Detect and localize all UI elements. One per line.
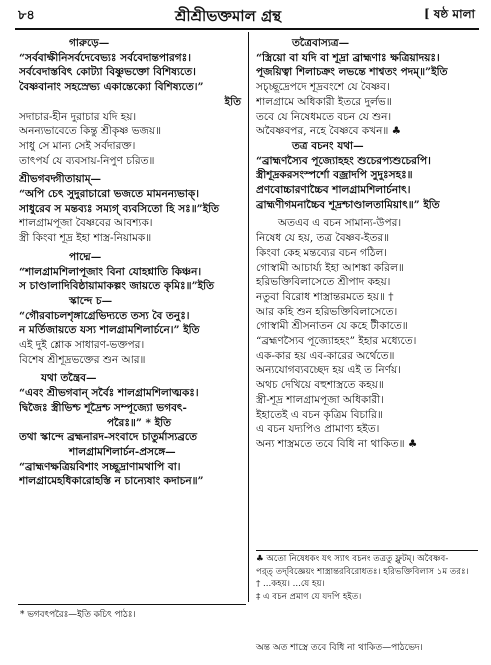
text-line: পূজয়িত্বা শিলাচক্রং লভন্তে শাশ্বতং পদম্॥”ইতি: [256, 66, 448, 79]
text-line: সর্ববেদাস্তবিৎ কোট্যা বিষ্ণুভক্তো বিশিষ্যতে।: [19, 66, 196, 79]
right-column: [256, 36, 478, 452]
text-line: বৈষ্ণবানাং সহস্রেভ্য একান্তেক্যো বিশিষ্যতে।”: [19, 81, 204, 94]
text-line: বিশেষ শ্রীশূদ্রভক্তের শুন আর॥: [19, 353, 146, 366]
text-line: ব্রাহ্মণীগমনাচ্চৈব শূদ্রশ্চাণ্ডালতামিয়াৎ॥” ইতি: [256, 198, 440, 211]
text-line: শ্রীভগবদ্গীতায়াম্—: [19, 173, 102, 186]
text-line: শালগ্রামেহধিকারোহস্তি ন চান্যেষাং কদাচন॥”: [19, 475, 204, 488]
text-line: ইতি: [224, 95, 241, 108]
text-line: “ব্রাহ্মণস্যৈব পূজ্যোহহং শুচেরপ্যশুচেরপি।: [256, 154, 431, 167]
footnote-rule-right: [256, 550, 478, 551]
text-line: স্কান্দে চ—: [69, 294, 113, 307]
text-line: স্ত্রী-শূদ্র শালগ্রামপূজা অধিকারী।: [256, 393, 384, 406]
text-line: পাদ্মে—: [69, 250, 102, 263]
text-line: যথা তন্ত্রৈব—: [41, 372, 97, 385]
header-rule: [15, 28, 479, 30]
text-line: “অপি চেৎ সুদুরাচারো ভজতে মামনন্যভাক্।: [19, 188, 200, 201]
text-line: প্রণবোচ্চারণাচ্চৈব শালগ্রামশিলার্চনাৎ।: [256, 184, 411, 197]
text-line: ন মর্তিজায়তে যস্য শালগ্রামশিলার্চনে।” ইতি: [19, 324, 200, 337]
text-line: অনন্যভাবেতে কিন্তু শ্রীকৃষ্ণ ভজয়॥: [19, 125, 162, 138]
column-divider: [248, 32, 249, 602]
footnote-line: পর্‌ত্ তদ্‌বিজ্ঞেয়ং শাস্ত্রান্তরবিরোধতঃ। হরিভক্তিবিলাস ১ম তরঃ।: [256, 566, 469, 577]
left-column: [19, 36, 245, 489]
text-line: স্ত্রীশূদ্রকরসংস্পর্শো বজ্রাদপি সুদুঃসহঃ॥: [256, 169, 413, 182]
text-line: দ্বিজৈঃ স্ত্রীভিশ্চ শূদ্রৈশ্চ সম্পূজ্যো ভগবৎ-: [19, 401, 187, 414]
page-number: ৮৪: [18, 8, 35, 23]
text-line: সচ্চ্ছূদ্রেপদে শূদ্রবংশে যে বৈষ্ণব।: [256, 81, 390, 94]
footnote-line: ‡ এ বচন প্রমাণ যে যদপি হইত।: [256, 591, 362, 602]
text-line: ইহাতেই এ বচন কৃত্রিম বিচারি॥: [256, 408, 383, 421]
text-line: অতএব এ বচন সামান্য-উপর।: [278, 217, 402, 230]
text-line: তত্রৈবাস্যত্র—: [292, 37, 350, 49]
text-line: স চাণ্ডালাদিবিষ্ঠায়ামাকল্পং জায়তে কৃমিঃ॥”ইতি: [19, 280, 214, 293]
text-line: তথা স্কান্দে ব্রহ্মনারদ-সংবাদে চাতুর্মাস্যব্রতে: [19, 431, 197, 444]
text-line: সদাচার-হীন দুরাচার যদি হয়।: [19, 110, 137, 123]
text-line: তাৎপর্য যে ব্যবসায়-নিপুণ চরিত॥: [19, 154, 155, 167]
footnote-left: * ভগবৎপরৈঃ—ইতি কচিৎ পাঠঃ।: [20, 610, 136, 620]
text-line: এই দুই শ্লোক সাধারণ-ভক্তপর।: [19, 339, 145, 352]
text-line: শালগ্রামে অধিকারী ইতরে দুর্লভ॥: [256, 95, 392, 108]
text-line: নিষেধ যে হয়, তত্র বৈষ্ণব-ইতর॥: [256, 232, 390, 245]
text-line: অথচ দেখিয়ে বহুশাস্ত্রতে কহয়॥: [256, 379, 384, 392]
section-label: [ ষষ্ঠ মালা: [423, 7, 475, 21]
text-line: গোস্বামী আচার্য্য ইহা আশঙ্কা করিল॥: [256, 261, 404, 274]
text-line: “শালগ্রামশিলাপূজাং বিনা যোহশ্নাতি কিঞ্চন।: [19, 265, 202, 278]
text-line: সাধু সে মান্য সেই সর্বদারক্ত।: [19, 139, 136, 152]
text-line: “স্ত্রিয়ো বা যদি বা শূদ্রা ব্রাহ্মণাঃ ক্ষত্রিয়াদয়ঃ।: [256, 51, 440, 64]
text-line: নতুবা বিরোধ শাস্ত্রান্তরমতে হয়॥ †: [256, 290, 394, 303]
text-line: পরৈঃ॥” * ইতি: [107, 416, 172, 429]
footnote-bottom: অন্ত অত শাস্ত্রে তবে বিধি না থাকিত—পাঠভেদ।: [256, 643, 423, 653]
text-line: শালগ্রামশিলার্চন-প্রসঙ্গে—: [69, 445, 176, 458]
text-line: হরিভক্তিবিলাসেতে শ্রীপাদ কহয়।: [256, 276, 391, 289]
text-line: তত্র বচনং যথা—: [292, 139, 364, 152]
running-title: শ্রীশ্রীভক্তমাল গ্রন্থ: [175, 7, 282, 25]
text-line: “গৌরবাচলশৃঙ্গাগ্রেভিদ্যতে তস্য বৈ তনুঃ।: [19, 309, 190, 322]
text-line: এ বচন যদ্যপিও প্রামাণ্য হইত।: [256, 423, 380, 436]
text-line: এক-কার হয় এব-কারের অর্থেতে॥: [256, 349, 395, 362]
text-line: গারুড়ে—: [69, 37, 110, 49]
text-line: “সর্ববাক্ষীনিসর্বদেবেভ্যঃ সর্ববেদান্তপারগঃ।: [19, 51, 192, 64]
text-line: “এবং শ্রীভগবান্ সর্বৈঃ শালগ্রামশিলাত্মকঃ।: [19, 387, 199, 400]
text-line: অন্যযোগব্যবচ্ছেদ হয় এই ত নির্ণয়।: [256, 364, 401, 377]
text-line: শালগ্রামপূজা বৈষ্ণবের আবশ্যক।: [19, 217, 153, 230]
footnote-rule-left: [18, 604, 246, 605]
text-line: সাধুরেব স মন্তব্যঃ সম্যগ্ ব্যবসিতো হি সঃ॥”ইতি: [19, 202, 220, 215]
footnote-line: ♣ অতো নিষেধকং যৎ স্যাৎ বচনং তত্রতু ফ্লুটম্। অবৈষ্ণব-: [256, 554, 449, 564]
text-line: আর কহি শুন হরিভক্তিবিলাসেতে।: [256, 305, 398, 318]
text-line: “ব্রাহ্মণক্ষত্রিয়বিশাং সচ্ছূদ্রাণামথাপি বা।: [19, 460, 181, 473]
text-line: অবৈষ্ণবপর, নহে বৈষ্ণবে কখন॥ ♣: [256, 125, 402, 138]
text-line: তবে যে নিষেধমতে বচন যে শুন।: [256, 110, 392, 123]
text-line: গোস্বামী শ্রীসনাতন যে কহে টীকাতে॥: [256, 320, 408, 333]
text-line: “ব্রহ্মণস্যৈব পূজ্যোহহং” ইহার মধ্যেতে।: [256, 335, 417, 348]
text-line: অন্য শাস্ত্রমতে তবে বিধি না থাকিত॥ ♣: [256, 437, 418, 450]
footnote-line: † ...কহয়। ...যে হয়।: [256, 579, 325, 590]
footnotes-right: [256, 553, 480, 603]
text-line: কিংবা কেহ মন্তব্যের বচন গঠিল।: [256, 246, 388, 259]
text-line: স্ত্রী কিংবা শূদ্র ইহা শাস্ত্র-নিয়ামক॥: [19, 232, 152, 245]
